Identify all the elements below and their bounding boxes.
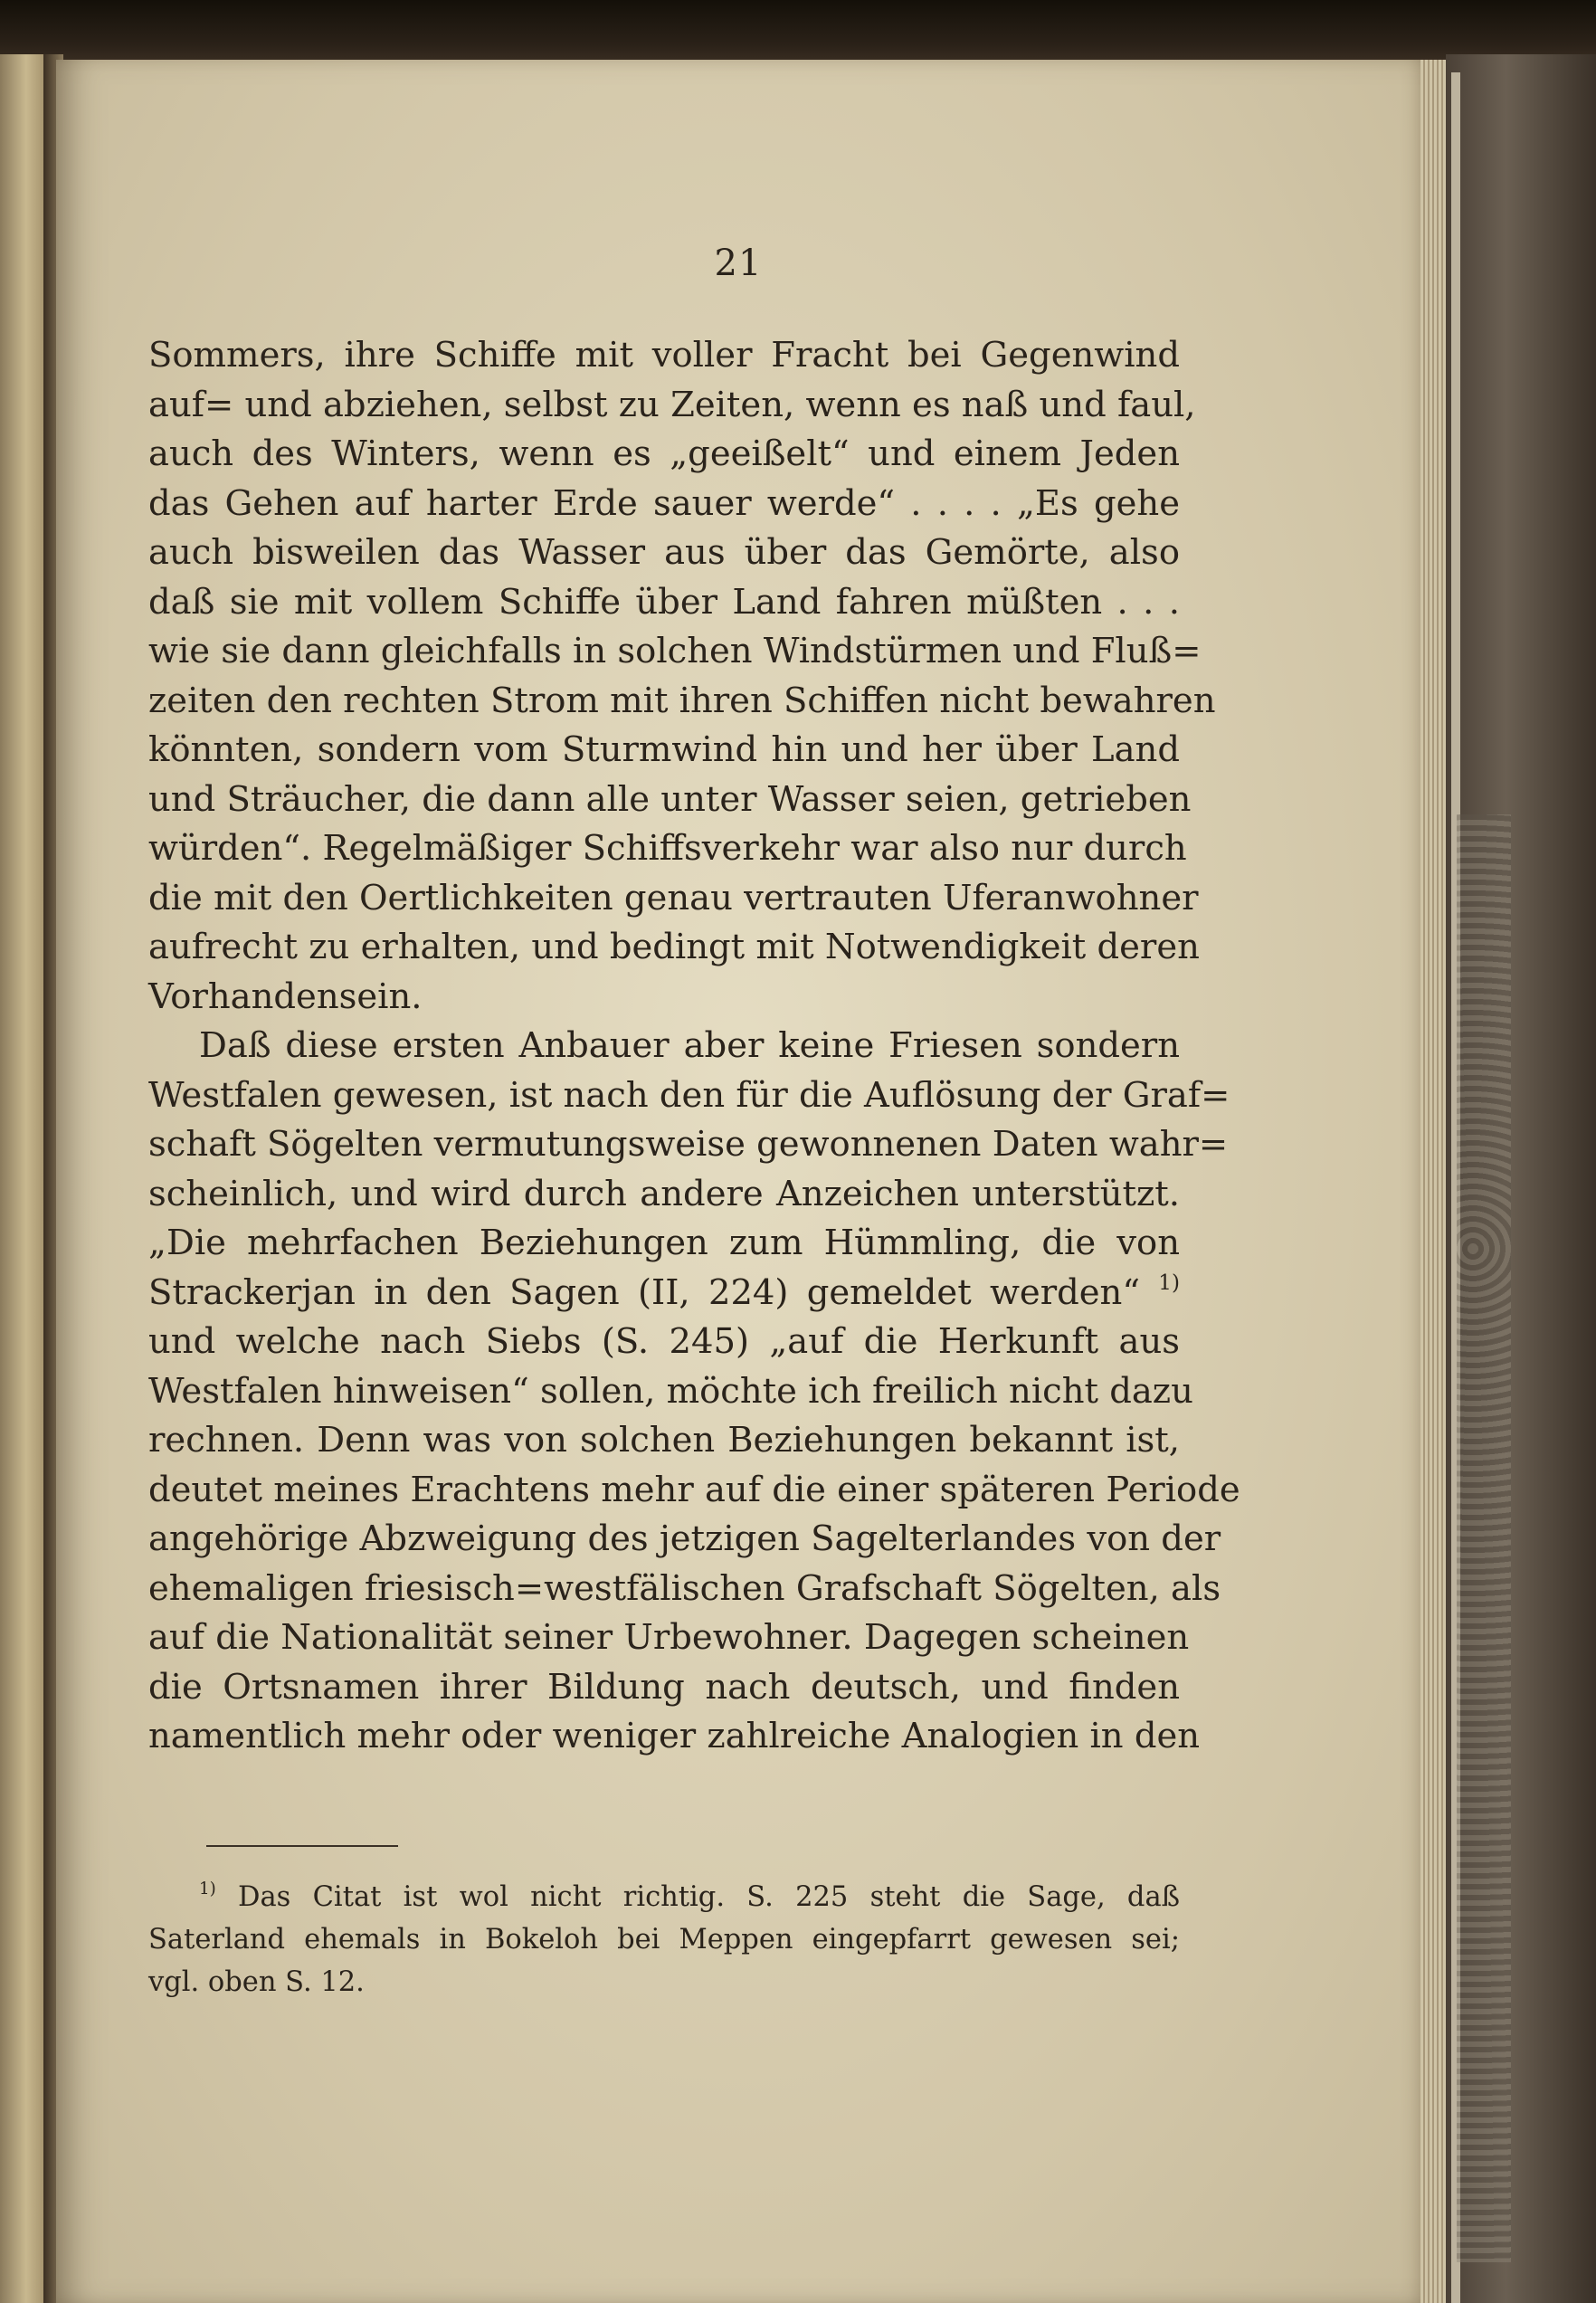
- text-line-with-note: [148, 1269, 1180, 1318]
- marbled-cover-pattern: [1457, 814, 1511, 2262]
- footnote-marker: 1): [199, 1880, 216, 1899]
- paragraph-start-line: Daß diese ersten Anbauer aber keine Friesen sondern: [199, 1025, 1180, 1066]
- body-text: [148, 331, 1240, 1762]
- text-line: auch bisweilen das Wasser aus über das Gemörte, also: [148, 532, 1180, 573]
- text-line: deutet meines Erachtens mehr auf die einer späteren Periode: [148, 1469, 1240, 1510]
- text-line: schaft Sögelten vermutungsweise gewonnenen Daten wahr=: [148, 1124, 1229, 1165]
- footnote-line: Saterland ehemals in Bokeloh bei Meppen eingepfarrt gewesen sei;: [148, 1924, 1180, 1956]
- text-line: auch des Winters, wenn es „geeißelt“ und einem Jeden: [148, 433, 1180, 474]
- text-line: die Ortsnamen ihrer Bildung nach deutsch, und finden: [148, 1666, 1180, 1708]
- text-line: Vorhandensein.: [148, 975, 423, 1017]
- text-line: scheinlich, und wird durch andere Anzeichen unterstützt.: [148, 1173, 1180, 1214]
- text-line: das Gehen auf harter Erde sauer werde“ . . . . „Es gehe: [148, 482, 1180, 524]
- text-line: und welche nach Siebs (S. 245) „auf die Herkunft aus: [148, 1321, 1180, 1362]
- text-line: Westfalen hinweisen“ sollen, möchte ich freilich nicht dazu: [148, 1370, 1193, 1412]
- footnote-divider: [206, 1845, 398, 1847]
- book-page: [56, 60, 1420, 2303]
- text-line: daß sie mit vollem Schiffe über Land fahren müßten . . .: [148, 581, 1180, 623]
- text-line: Westfalen gewesen, ist nach den für die Auflösung der Graf=: [148, 1074, 1230, 1116]
- text-line: auf= und abziehen, selbst zu Zeiten, wenn es naß und faul,: [148, 384, 1196, 425]
- page-number: 21: [714, 243, 763, 284]
- text-line: wie sie dann gleichfalls in solchen Windstürmen und Fluß=: [148, 631, 1202, 671]
- text-line: aufrecht zu erhalten, und bedingt mit Notwendigkeit deren: [148, 927, 1200, 967]
- footnote: [148, 1876, 1180, 2003]
- footnote-line: [148, 1876, 1180, 1918]
- footnote-line: vgl. oben S. 12.: [148, 1966, 365, 1998]
- binding-top-edge: [0, 0, 1596, 63]
- page-fore-edge: [1420, 60, 1446, 2303]
- text-line: und Sträucher, die dann alle unter Wasser seien, getrieben: [148, 778, 1192, 820]
- previous-page-edge: [0, 54, 43, 2303]
- text-line: angehörige Abzweigung des jetzigen Sagelterlandes von der: [148, 1518, 1221, 1559]
- text-line: auf die Nationalität seiner Urbewohner. Dagegen scheinen: [148, 1617, 1190, 1658]
- text-line: zeiten den rechten Strom mit ihren Schiffen nicht bewahren: [148, 680, 1216, 721]
- footnote-line-body: Das Citat ist wol nicht richtig. S. 225 steht die Sage, daß: [215, 1881, 1180, 1913]
- text-line: Sommers, ihre Schiffe mit voller Fracht bei Gegenwind: [148, 335, 1180, 376]
- text-line-body: Strackerjan in den Sagen (II, 224) gemeldet werden“: [148, 1271, 1159, 1313]
- text-line: die mit den Oertlichkeiten genau vertrauten Uferanwohner: [148, 877, 1199, 918]
- text-line: würden“. Regelmäßiger Schiffsverkehr war also nur durch: [148, 828, 1187, 869]
- text-line: namentlich mehr oder weniger zahlreiche Analogien in den: [148, 1716, 1201, 1756]
- text-line: „Die mehrfachen Beziehungen zum Hümmling, die von: [148, 1223, 1180, 1263]
- text-line: könnten, sondern vom Sturmwind hin und her über Land: [148, 729, 1180, 770]
- footnote-reference: 1): [1158, 1270, 1180, 1295]
- text-line: rechnen. Denn was von solchen Beziehungen bekannt ist,: [148, 1420, 1180, 1461]
- text-line: ehemaligen friesisch=westfälischen Grafschaft Sögelten, als: [148, 1567, 1221, 1609]
